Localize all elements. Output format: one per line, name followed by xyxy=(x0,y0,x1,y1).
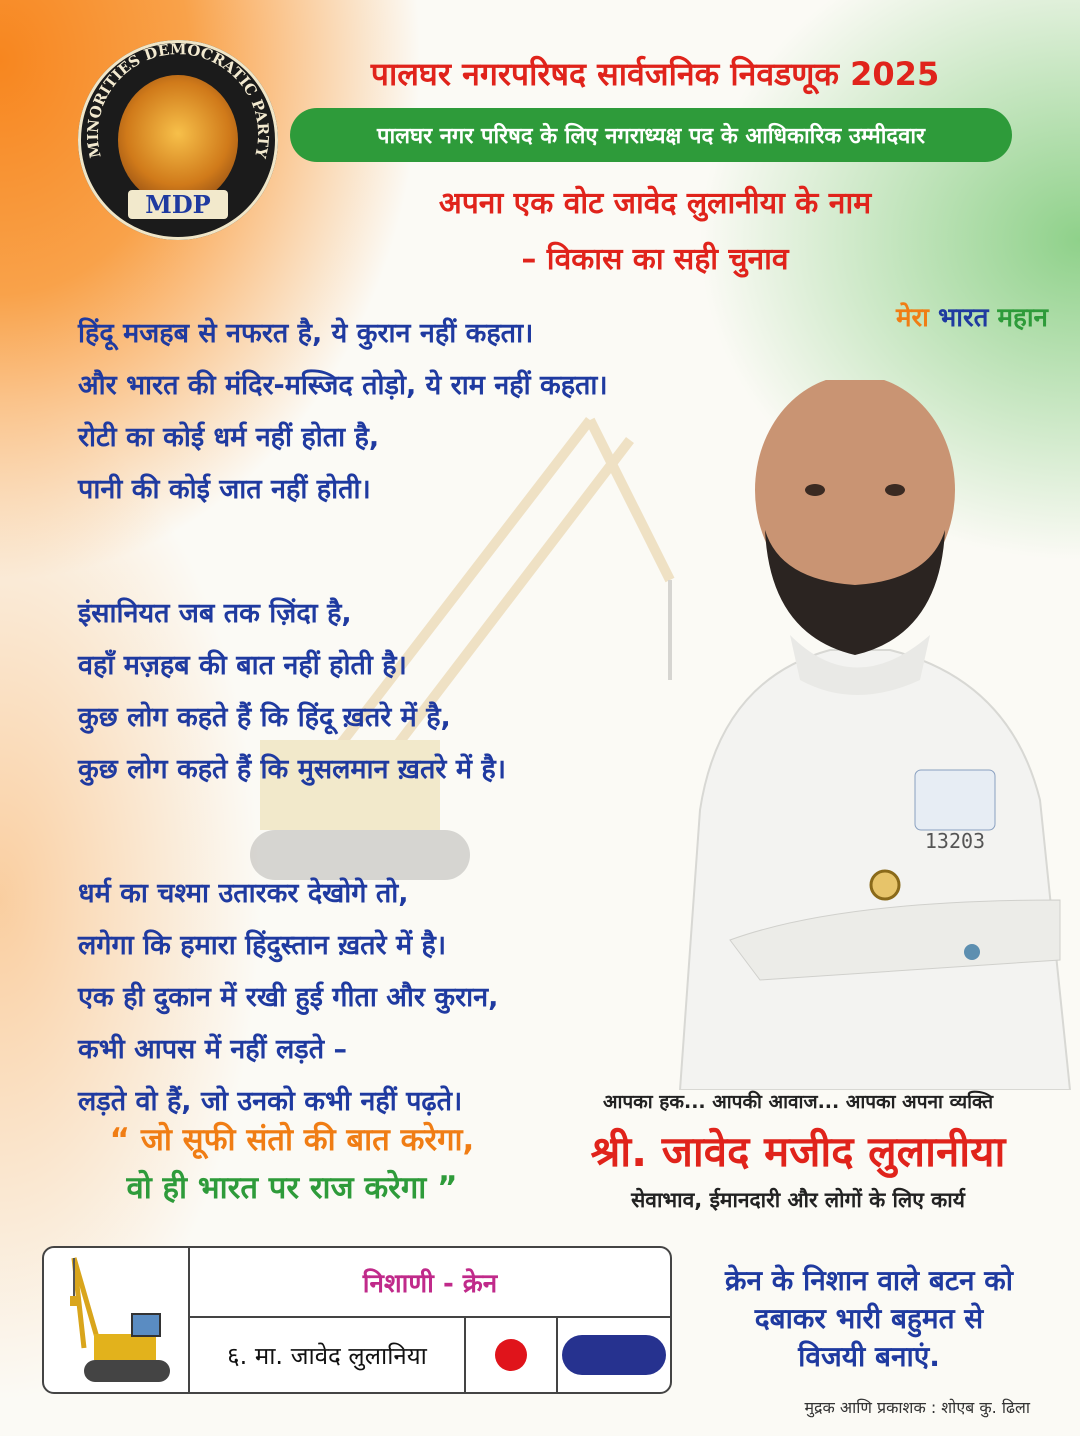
poem-line: कुछ लोग कहते हैं कि मुसलमान ख़तरे में है। xyxy=(78,754,506,785)
poem-line: हिंदू मजहब से नफरत है, ये कुरान नहीं कहता। xyxy=(78,318,534,349)
candidate-service: सेवाभाव, ईमानदारी और लोगों के लिए कार्य xyxy=(631,1188,965,1212)
watch-icon xyxy=(871,871,899,899)
poem-line: इंसानियत जब तक ज़िंदा है, xyxy=(78,598,352,629)
poem-line: और भारत की मंदिर-मस्जिद तोड़ो, ये राम नहीं कहता। xyxy=(78,370,608,401)
poem-line: रोटी का कोई धर्म नहीं होता है, xyxy=(78,422,380,453)
vote-appeal xyxy=(300,176,1010,288)
poem-line: एक ही दुकान में रखी हुई गीता और कुरान, xyxy=(78,982,499,1013)
ring-text: MINORITIES DEMOCRATIC PARTY xyxy=(83,40,273,160)
ballot-sample xyxy=(42,1246,672,1394)
poem-line: लगेगा कि हमारा हिंदुस्तान ख़तरे में है। xyxy=(78,930,447,961)
poem-line: पानी की कोई जात नहीं होती। xyxy=(78,474,371,505)
slogan-word-3: महान xyxy=(997,303,1048,333)
ballot-red-light xyxy=(495,1339,527,1371)
party-logo xyxy=(78,40,278,240)
sufi-quote xyxy=(72,1116,512,1212)
candidate-photo xyxy=(640,380,1080,1090)
ballot-candidate-name: ६. मा. जावेद लुलानिया xyxy=(190,1318,466,1392)
ballot-vote-button xyxy=(562,1335,666,1375)
slogan-word-2: भारत xyxy=(937,303,989,333)
candidate-name: श्री. जावेद मजीद लुलानीया xyxy=(590,1127,1006,1176)
logo-badge: MDP xyxy=(128,190,228,219)
svg-text:MINORITIES DEMOCRATIC PARTY xyxy=(84,40,272,160)
vote-instruction-line-2: दबाकर भारी बहुमत से xyxy=(754,1302,984,1335)
shirt-pocket-badge xyxy=(915,770,995,830)
slogan-word-1: मेरा xyxy=(895,303,929,333)
candidate-tagline: आपका हक... आपकी आवाज... आपका अपना व्यक्ति xyxy=(602,1091,994,1113)
vote-instruction-line-3: विजयी बनाएं. xyxy=(798,1340,940,1373)
vote-appeal-line-2: – विकास का सही चुनाव xyxy=(521,242,789,277)
slogan xyxy=(896,298,1048,334)
quote-line-2: वो ही भारत पर राज करेगा ” xyxy=(126,1170,458,1206)
ballot-symbol-label: निशाणी - क्रेन xyxy=(190,1248,670,1318)
vote-instruction xyxy=(676,1262,1062,1376)
page-title: पालघर नगरपरिषद सार्वजनिक निवडणूक 2025 xyxy=(370,55,940,93)
poem-line: वहाँ मज़हब की बात नहीं होती है। xyxy=(78,650,407,681)
poem-line: कभी आपस में नहीं लड़ते – xyxy=(78,1034,347,1065)
candidate-position-pill: पालघर नगर परिषद के लिए नगराध्यक्ष पद के आधिकारिक उम्मीदवार xyxy=(290,108,1012,162)
ring-icon xyxy=(964,944,980,960)
badge-number: 13203 xyxy=(924,829,986,853)
printer-credit: मुद्रक आणि प्रकाशक : शोएब कु. ढिला xyxy=(804,1398,1030,1417)
ballot-button-cell xyxy=(558,1318,670,1392)
poem-line: कुछ लोग कहते हैं कि हिंदू ख़तरे में है, xyxy=(78,702,451,733)
vote-instruction-line-1: क्रेन के निशान वाले बटन को xyxy=(724,1264,1014,1297)
crane-symbol-icon xyxy=(44,1248,190,1392)
ballot-indicator-cell xyxy=(466,1318,558,1392)
poem-line: लड़ते वो हैं, जो उनको कभी नहीं पढ़ते। xyxy=(78,1086,463,1117)
poem-line: धर्म का चश्मा उतारकर देखोगे तो, xyxy=(78,878,409,909)
vote-appeal-line-1: अपना एक वोट जावेद लुलानीया के नाम xyxy=(438,186,872,221)
quote-line-1: “ जो सूफी संतो की बात करेगा, xyxy=(109,1122,475,1158)
